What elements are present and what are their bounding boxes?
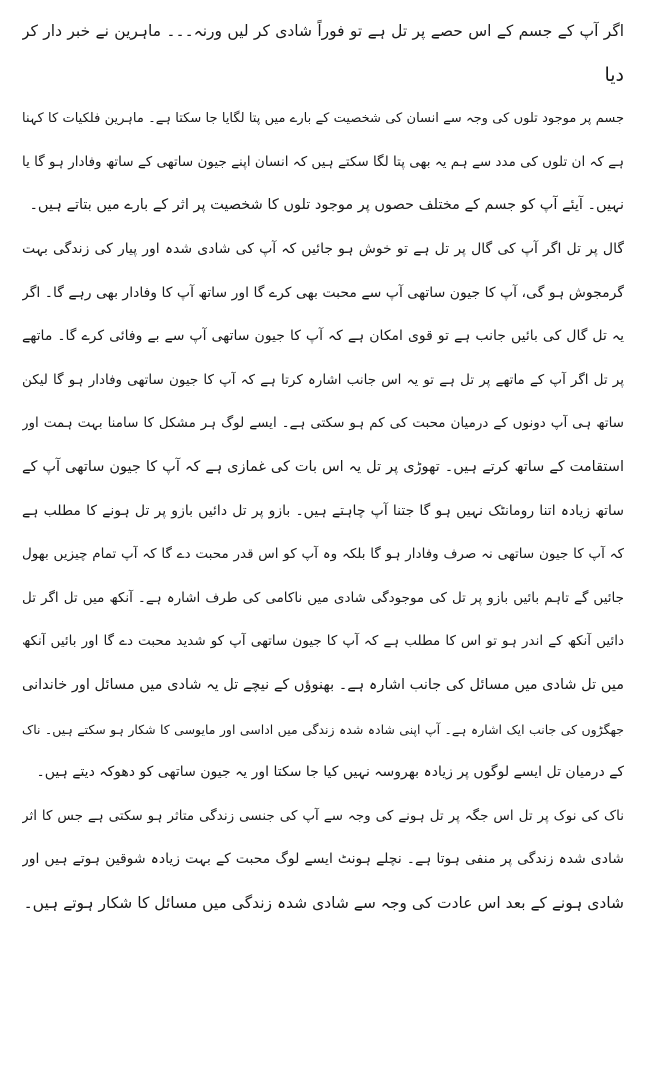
body-line: کہ آپ کا جیون ساتھی نہ صرف وفادار ہو گا بلکہ وہ آپ کو اس قدر محبت دے گا کہ آپ تمام چیزیں بھول [22, 546, 624, 563]
body-line: ساتھ ہی آپ دونوں کے درمیان محبت کی کم ہو سکتی ہے۔ ایسے لوگ ہر مشکل کا سامنا بہت ہمت اور [22, 415, 624, 432]
body-line: کے درمیان تل ایسے لوگوں پر زیادہ بھروسہ نہیں کیا جا سکتا اور یہ جیون ساتھی کو دھوکہ دیتے ہیں۔ [36, 764, 624, 781]
article-headline [22, 10, 624, 97]
body-line: پر تل اگر آپ کے ماتھے پر تل ہے تو یہ اس جانب اشارہ کرتا ہے کہ آپ کا جیون ساتھی وفادار ہو گا لیکن [22, 371, 624, 388]
body-line: یہ تل گال کی بائیں جانب ہے تو قوی امکان ہے کہ آپ کا جیون ساتھی آپ سے بے وفائی کرے گا۔ ماتھے [22, 328, 624, 345]
body-line: شادی شدہ زندگی پر منفی ہوتا ہے۔ نچلے ہونٹ ایسے لوگ محبت کے بہت زیادہ شوقین ہوتے ہیں اور [22, 851, 624, 868]
body-line: ناک کی نوک پر تل اس جگہ پر تل ہونے کی وجہ سے آپ کی جنسی زندگی متاثر ہو سکتی ہے جس کا اثر [22, 807, 624, 824]
body-line: شادی ہونے کے بعد اس عادت کی وجہ سے شادی شدہ زندگی میں مسائل کا شکار ہوتے ہیں۔ [23, 893, 624, 912]
body-line: ساتھ زیادہ اتنا رومانٹک نہیں ہو گا جتنا آپ چاہتے ہیں۔ بازو پر تل دائیں بازو پر تل ہونے کا مطلب ہے [22, 502, 624, 519]
headline-line: اگر آپ کے جسم کے اس حصے پر تل ہے تو فوراً شادی کر لیں ورنہ۔۔۔ ماہرین نے خبر دار کر [22, 22, 624, 40]
headline-line: دیا [604, 63, 624, 86]
body-line: ہے کہ ان تلوں کی مدد سے ہم یہ بھی پتا لگا سکتے ہیں کہ انسان اپنے جیون ساتھی کے ساتھ وفادار ہو گا یا [22, 153, 624, 170]
body-line: میں تل شادی میں مسائل کی جانب اشارہ ہے۔ بھنوؤں کے نیچے تل یہ شادی میں مسائل اور خاندانی [22, 676, 624, 693]
body-line: نہیں۔ آیئے آپ کو جسم کے مختلف حصوں پر موجود تلوں کا شخصیت پر اثر کے بارے میں بتاتے ہیں۔ [29, 197, 624, 214]
body-line: جھگڑوں کی جانب ایک اشارہ ہے۔ آپ اپنی شادہ شدہ زندگی میں اداسی اور مایوسی کا شکار ہو سکتے ہیں۔ ناک [22, 721, 624, 737]
body-line: دائیں آنکھ کے اندر ہو تو اس کا مطلب ہے کہ آپ کا جیون ساتھی آپ کو شدید محبت دے گا اور بائیں آنکھ [22, 633, 624, 650]
body-line: استقامت کے ساتھ کرتے ہیں۔ تھوڑی پر تل یہ اس بات کی غمازی ہے کہ آپ کا جیون ساتھی آپ کے [22, 458, 624, 475]
article-body [22, 97, 624, 925]
body-line: گرمجوش ہو گی، آپ کا جیون ساتھی آپ سے محبت بھی کرے گا اور ساتھ آپ کا وفادار بھی رہے گا۔ اگر [22, 284, 624, 301]
body-line: جائیں گے تاہم بائیں بازو پر تل کی موجودگی شادی میں ناکامی کی طرف اشارہ ہے۔ آنکھ میں تل اگر تل [22, 589, 624, 606]
body-line: جسم پر موجود تلوں کی وجہ سے انسان کی شخصیت کے بارے میں پتا لگایا جا سکتا ہے۔ ماہرین فلکیات کا کہنا [22, 111, 624, 127]
body-line: گال پر تل اگر آپ کی گال پر تل ہے تو خوش ہو جائیں کہ آپ کی شادی شدہ اور پیار کی زندگی بہت [22, 240, 624, 257]
